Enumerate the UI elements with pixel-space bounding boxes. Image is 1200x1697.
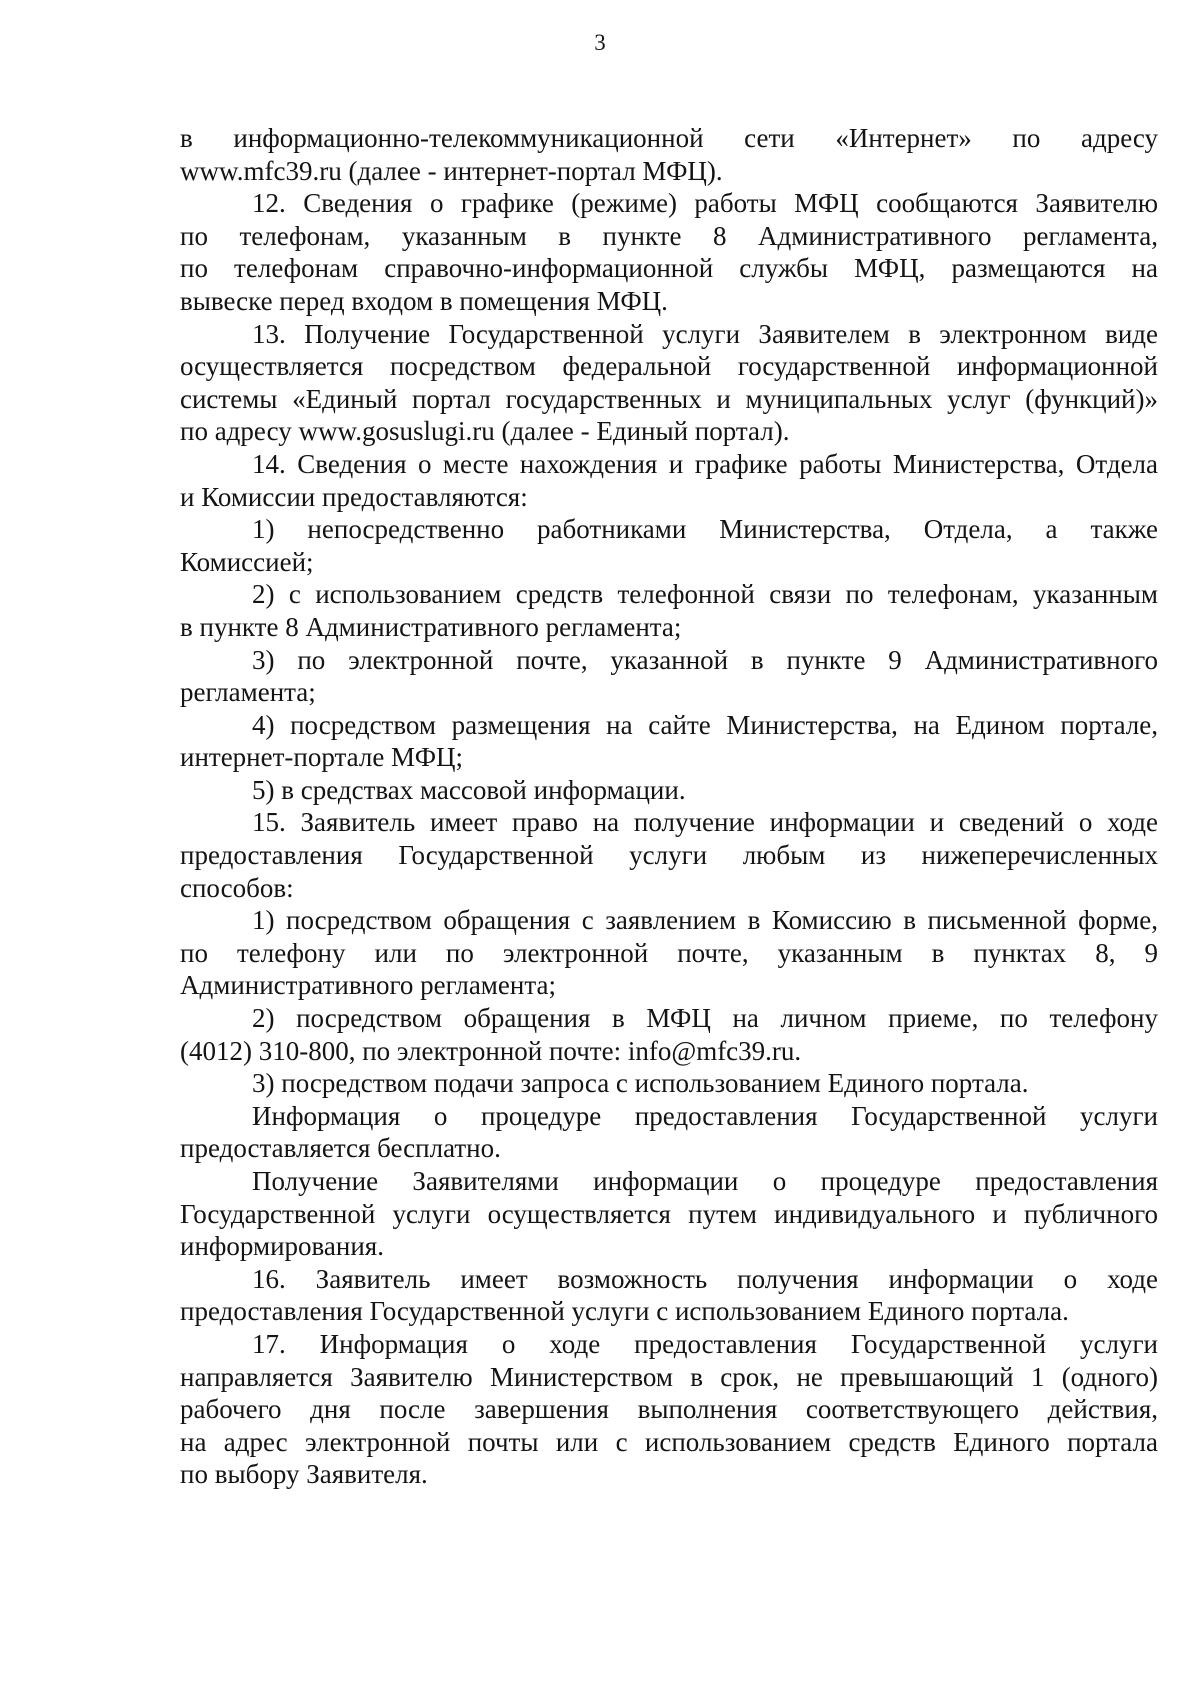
text-line: системы «Единый портал государственных и муниципальных услуг (функций)» xyxy=(180,383,1158,414)
text-line: в информационно-телекоммуникационной сети «Интернет» по адресу xyxy=(180,123,1158,153)
text-line: 2) посредством обращения в МФЦ на личном приеме, по телефону xyxy=(252,1003,1158,1034)
text-line: 5) в средствах массовой информации. xyxy=(252,774,686,805)
text-line: по телефонам, указанным в пункте 8 Административного регламента, xyxy=(180,220,1158,251)
text-line: Государственной услуги осуществляется путем индивидуального и публичного xyxy=(180,1198,1158,1229)
text-line: вывеске перед входом в помещения МФЦ. xyxy=(180,285,668,316)
text-line: предоставления Государственной услуги любым из нижеперечисленных xyxy=(180,840,1158,871)
text-line: 1) непосредственно работниками Министерства, Отдела, а также xyxy=(252,514,1158,545)
text-line: Получение Заявителями информации о процедуре предоставления xyxy=(252,1166,1158,1196)
text-line: 17. Информация о ходе предоставления Государственной услуги xyxy=(252,1328,1158,1359)
text-line: 15. Заявитель имеет право на получение информации и сведений о ходе xyxy=(252,807,1158,838)
text-line: направляется Заявителю Министерством в срок, не превышающий 1 (одного) xyxy=(180,1361,1158,1392)
text-line: на адрес электронной почты или с использованием средств Единого портала xyxy=(180,1426,1158,1457)
text-line: 12. Сведения о графике (режиме) работы МФЦ сообщаются Заявителю xyxy=(252,188,1158,219)
page-number: 3 xyxy=(594,30,606,55)
text-line: 14. Сведения о месте нахождения и графике работы Министерства, Отдела xyxy=(252,448,1158,479)
text-line: 13. Получение Государственной услуги Заявителем в электронном виде xyxy=(252,318,1158,349)
text-line: по выбору Заявителя. xyxy=(180,1459,428,1490)
document-body xyxy=(180,122,1158,1491)
text-line: 16. Заявитель имеет возможность получения информации о ходе xyxy=(252,1263,1158,1294)
text-line: 3) посредством подачи запроса с использованием Единого портала. xyxy=(252,1068,1029,1099)
text-line: 4) посредством размещения на сайте Министерства, на Едином портале, xyxy=(252,709,1158,740)
text-line: по телефонам справочно-информационной службы МФЦ, размещаются на xyxy=(180,253,1158,284)
text-line: способов: xyxy=(180,872,294,903)
text-line: информирования. xyxy=(180,1231,384,1262)
text-line: и Комиссии предоставляются: xyxy=(180,481,528,512)
text-line: регламента; xyxy=(180,677,316,708)
text-line: по адресу www.gosuslugi.ru (далее - Единый портал). xyxy=(180,416,790,447)
text-line: 3) по электронной почте, указанной в пункте 9 Административного xyxy=(252,644,1158,675)
text-line: 1) посредством обращения с заявлением в Комиссию в письменной форме, xyxy=(252,905,1158,936)
text-line: предоставляется бесплатно. xyxy=(180,1133,501,1164)
text-line: по телефону или по электронной почте, указанным в пунктах 8, 9 xyxy=(180,937,1158,968)
text-line: в пункте 8 Административного регламента; xyxy=(180,611,682,642)
text-line: осуществляется посредством федеральной государственной информационной xyxy=(180,351,1158,382)
text-line: Информация о процедуре предоставления Государственной услуги xyxy=(252,1100,1158,1131)
text-line: Административного регламента; xyxy=(180,970,556,1001)
text-line: Комиссией; xyxy=(180,546,314,577)
text-line: интернет-портале МФЦ; xyxy=(180,742,464,773)
text-line: (4012) 310-800, по электронной почте: info@mfc39.ru. xyxy=(180,1035,802,1066)
text-line: 2) с использованием средств телефонной связи по телефонам, указанным xyxy=(252,579,1158,610)
text-line: www.mfc39.ru (далее - интернет-портал МФЦ). xyxy=(180,155,723,186)
text-line: рабочего дня после завершения выполнения соответствующего действия, xyxy=(180,1394,1158,1425)
text-line: предоставления Государственной услуги с использованием Единого портала. xyxy=(180,1296,1069,1327)
